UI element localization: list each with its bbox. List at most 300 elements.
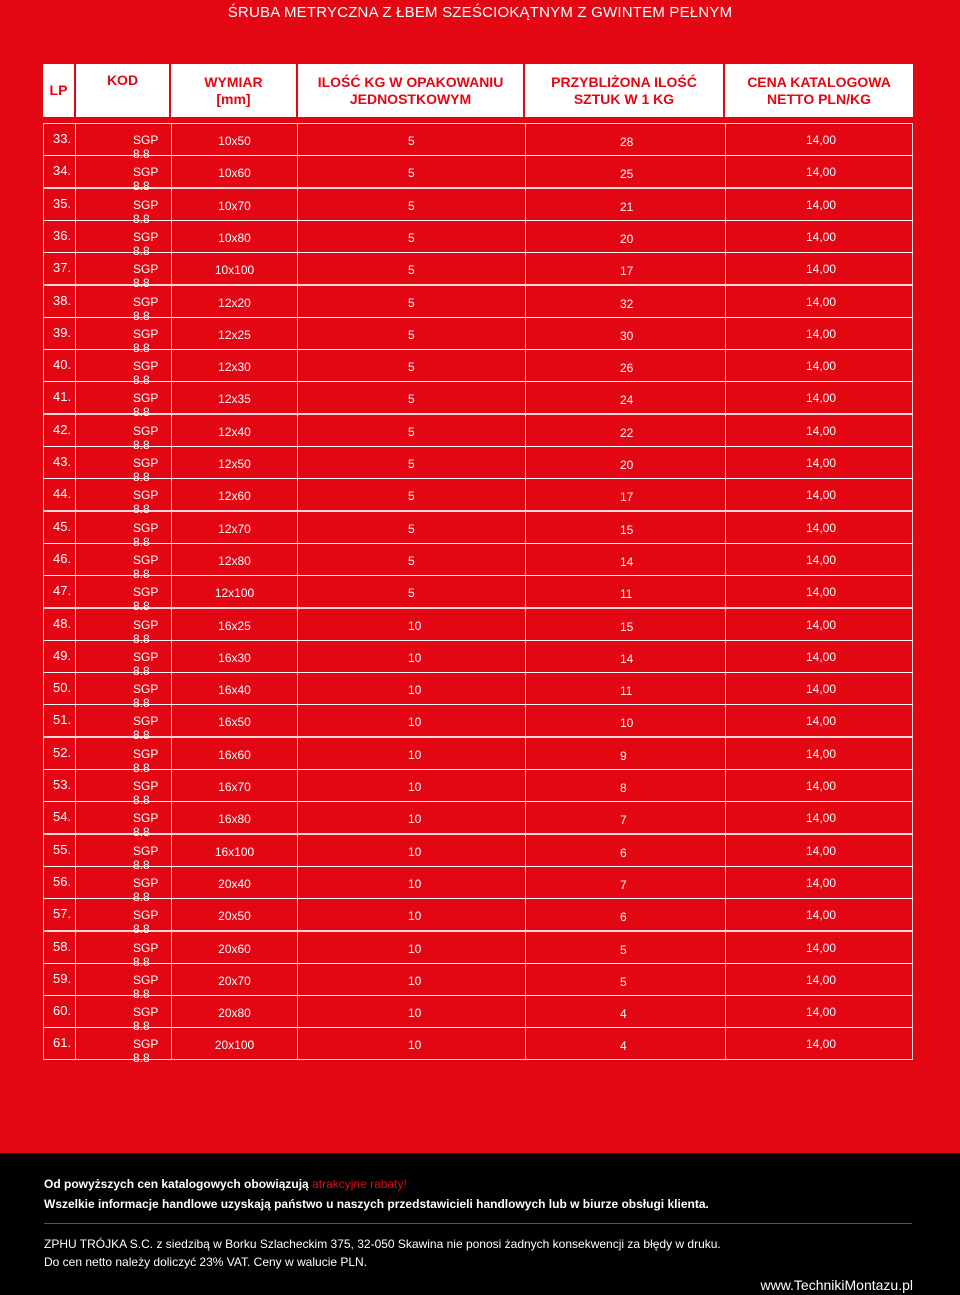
sztuk-text: 11 — [620, 587, 633, 602]
wymiar-text: 10x50 — [218, 134, 251, 148]
sztuk-text: 26 — [620, 361, 634, 376]
table-row — [43, 414, 913, 452]
cell-kod — [76, 673, 172, 711]
cell-sztuk — [526, 705, 726, 736]
cell-kod — [76, 932, 172, 969]
cena-text: 14,00 — [806, 1037, 837, 1052]
lp-text: 33. — [53, 131, 72, 146]
wymiar-text: 16x60 — [218, 747, 251, 762]
kod-text: SGP 8.8 — [133, 197, 159, 226]
cell-wymiar — [172, 286, 298, 317]
cell-sztuk — [526, 899, 726, 930]
cell-ilosc — [298, 932, 526, 963]
kod-text: SGP 8.8 — [133, 552, 159, 581]
ilosc-text: 10 — [408, 844, 422, 859]
cell-cena — [726, 641, 912, 672]
sztuk-text: 28 — [620, 135, 634, 149]
cell-sztuk — [526, 479, 726, 510]
cell-cena — [726, 867, 912, 898]
lp-text: 59. — [53, 970, 72, 986]
kod-text: SGP 8.8 — [133, 488, 159, 517]
cell-kod — [76, 770, 172, 807]
cell-wymiar — [172, 770, 298, 801]
cell-sztuk — [526, 286, 726, 317]
sztuk-text: 24 — [620, 393, 634, 408]
table-row — [43, 220, 913, 258]
ilosc-text: 10 — [408, 973, 422, 988]
cell-lp — [44, 802, 76, 833]
kod-text: SGP 8.8 — [133, 520, 159, 549]
ilosc-text: 10 — [408, 1006, 422, 1021]
cell-ilosc — [298, 124, 526, 155]
cell-ilosc — [298, 770, 526, 801]
table-row — [43, 898, 913, 937]
cena-text: 14,00 — [806, 585, 837, 600]
cell-cena — [726, 899, 912, 930]
kod-text: SGP 8.8 — [133, 779, 159, 807]
cell-ilosc — [298, 867, 526, 898]
cell-ilosc — [298, 318, 526, 349]
cena-text: 14,00 — [806, 423, 837, 438]
kod-text: SGP 8.8 — [133, 940, 159, 969]
sztuk-text: 17 — [620, 490, 634, 505]
kod-text: SGP 8.8 — [133, 972, 159, 1001]
sztuk-text: 25 — [620, 167, 634, 182]
cell-lp — [44, 124, 76, 155]
lp-text: 49. — [53, 647, 72, 663]
discount-note — [44, 1177, 407, 1191]
sztuk-text: 32 — [620, 296, 634, 311]
cell-lp — [44, 770, 76, 801]
cell-sztuk — [526, 964, 726, 995]
cell-kod — [76, 996, 172, 1034]
cell-wymiar — [172, 156, 298, 187]
sztuk-text: 15 — [620, 522, 634, 537]
cell-lp — [44, 835, 76, 866]
cell-ilosc — [298, 964, 526, 995]
cell-sztuk — [526, 382, 726, 413]
cell-kod — [76, 802, 172, 840]
cena-text: 14,00 — [806, 488, 837, 503]
cell-ilosc — [298, 576, 526, 607]
ilosc-text: 5 — [408, 457, 415, 471]
wymiar-text: 12x100 — [214, 586, 255, 601]
cell-wymiar — [172, 544, 298, 575]
cell-sztuk — [526, 544, 726, 575]
ilosc-text: 10 — [408, 812, 422, 827]
cell-lp — [44, 705, 76, 736]
table-row — [43, 252, 913, 291]
cell-wymiar — [172, 124, 298, 155]
header-lp: LP — [43, 64, 74, 117]
wymiar-text: 16x25 — [218, 618, 251, 633]
wymiar-text: 12x25 — [218, 327, 251, 342]
wymiar-text: 16x100 — [214, 844, 255, 859]
sztuk-text: 22 — [620, 425, 634, 440]
cena-text: 14,00 — [806, 779, 837, 793]
ilosc-text: 10 — [408, 683, 422, 698]
cell-lp — [44, 318, 76, 349]
kod-text: SGP 8.8 — [133, 456, 159, 484]
cell-cena — [726, 318, 912, 349]
sztuk-text: 6 — [620, 910, 627, 925]
cell-wymiar — [172, 705, 298, 736]
cena-text: 14,00 — [806, 359, 837, 374]
cell-lp — [44, 641, 76, 672]
cell-lp — [44, 350, 76, 381]
vat-note: Do cen netto należy doliczyć 23% VAT. Ceny w walucie PLN. — [44, 1255, 368, 1269]
sztuk-text: 11 — [620, 684, 633, 699]
ilosc-text: 10 — [408, 1038, 422, 1053]
sztuk-text: 5 — [620, 974, 627, 989]
table-row — [43, 801, 913, 840]
cell-ilosc — [298, 189, 526, 220]
cell-lp — [44, 221, 76, 252]
table-row — [43, 704, 913, 743]
lp-text: 51. — [53, 712, 72, 728]
cell-sztuk — [526, 253, 726, 284]
kod-text: SGP 8.8 — [133, 359, 159, 388]
cell-sztuk — [526, 770, 726, 801]
cell-kod — [76, 738, 172, 775]
cell-lp — [44, 609, 76, 640]
wymiar-text: 12x70 — [218, 521, 251, 536]
cell-kod — [76, 705, 172, 743]
cell-ilosc — [298, 1028, 526, 1059]
cena-text: 14,00 — [806, 940, 837, 955]
cell-sztuk — [526, 318, 726, 349]
header-sztuk: PRZYBLIŻONA ILOŚĆ SZTUK W 1 KG — [525, 64, 723, 117]
cell-kod — [76, 512, 172, 549]
sztuk-text: 15 — [620, 619, 634, 634]
table-row — [43, 866, 913, 904]
cena-text: 14,00 — [806, 972, 837, 987]
cena-text: 14,00 — [806, 1005, 837, 1020]
cell-lp — [44, 738, 76, 769]
lp-text: 55. — [53, 841, 72, 857]
kod-text: SGP 8.8 — [133, 811, 159, 840]
table-row — [43, 963, 913, 1001]
cell-cena — [726, 221, 912, 252]
cell-wymiar — [172, 1028, 298, 1059]
ilosc-text: 10 — [408, 876, 422, 891]
cell-wymiar — [172, 221, 298, 252]
kod-text: SGP 8.8 — [133, 714, 159, 743]
cell-ilosc — [298, 641, 526, 672]
cena-text: 14,00 — [806, 875, 837, 890]
table-row — [43, 931, 913, 969]
ilosc-text: 5 — [408, 521, 415, 536]
table-row — [43, 1027, 913, 1066]
cena-text: 14,00 — [806, 456, 837, 470]
sztuk-text: 7 — [620, 813, 627, 828]
cena-text: 14,00 — [806, 811, 837, 826]
lp-text: 48. — [53, 615, 72, 631]
wymiar-text: 12x50 — [218, 457, 251, 471]
table-row — [43, 188, 913, 226]
table-row — [43, 155, 913, 194]
cena-text: 14,00 — [806, 520, 837, 535]
page-title: ŚRUBA METRYCZNA Z ŁBEM SZEŚCIOKĄTNYM Z GWINTEM PEŁNYM — [227, 4, 733, 21]
wymiar-text: 20x60 — [218, 941, 251, 956]
table-row — [43, 608, 913, 646]
cell-kod — [76, 318, 172, 355]
cell-cena — [726, 609, 912, 640]
cell-lp — [44, 512, 76, 543]
cena-text: 14,00 — [806, 197, 837, 212]
cell-lp — [44, 996, 76, 1027]
cell-cena — [726, 253, 912, 284]
kod-text: SGP 8.8 — [133, 423, 159, 452]
cell-kod — [76, 867, 172, 904]
sztuk-text: 4 — [620, 1007, 627, 1022]
cell-kod — [76, 576, 172, 614]
cell-cena — [726, 512, 912, 543]
wymiar-text: 16x50 — [218, 715, 251, 730]
cell-ilosc — [298, 996, 526, 1027]
kod-text: SGP 8.8 — [133, 326, 159, 355]
cell-lp — [44, 189, 76, 220]
sztuk-text: 5 — [620, 942, 627, 957]
sztuk-text: 17 — [620, 264, 634, 279]
cell-cena — [726, 286, 912, 317]
cell-ilosc — [298, 673, 526, 704]
website-link[interactable]: www.TechnikiMontazu.pl — [760, 1277, 913, 1293]
ilosc-text: 5 — [408, 166, 415, 181]
cell-ilosc — [298, 253, 526, 284]
cell-lp — [44, 576, 76, 607]
cell-cena — [726, 932, 912, 963]
wymiar-text: 20x70 — [218, 973, 251, 988]
sztuk-text: 4 — [620, 1039, 627, 1054]
kod-text: SGP 8.8 — [133, 649, 159, 678]
cell-wymiar — [172, 350, 298, 381]
cell-kod — [76, 835, 172, 872]
cell-kod — [76, 544, 172, 581]
cell-sztuk — [526, 802, 726, 833]
table-row — [43, 317, 913, 355]
lp-text: 35. — [53, 195, 72, 211]
cell-cena — [726, 415, 912, 446]
ilosc-text: 5 — [408, 360, 415, 375]
header-cena: CENA KATALOGOWA NETTO PLN/KG — [725, 64, 913, 117]
cell-sztuk — [526, 221, 726, 252]
cena-text: 14,00 — [806, 746, 837, 761]
wymiar-text: 16x30 — [218, 650, 251, 665]
cell-lp — [44, 867, 76, 898]
cena-text: 14,00 — [806, 133, 837, 147]
cell-kod — [76, 382, 172, 420]
cell-sztuk — [526, 447, 726, 478]
cell-wymiar — [172, 673, 298, 704]
cell-wymiar — [172, 479, 298, 510]
cell-wymiar — [172, 932, 298, 963]
cell-kod — [76, 964, 172, 1001]
cell-lp — [44, 253, 76, 284]
cell-wymiar — [172, 609, 298, 640]
cena-text: 14,00 — [806, 682, 837, 697]
cell-cena — [726, 350, 912, 381]
cell-ilosc — [298, 156, 526, 187]
sztuk-text: 8 — [620, 781, 627, 795]
cell-cena — [726, 1028, 912, 1059]
cell-ilosc — [298, 738, 526, 769]
ilosc-text: 5 — [408, 489, 415, 504]
sztuk-text: 20 — [620, 458, 634, 472]
header-ilosc: ILOŚĆ KG W OPAKOWANIU JEDNOSTKOWYM — [298, 64, 523, 117]
cell-kod — [76, 479, 172, 517]
lp-text: 54. — [53, 809, 72, 825]
cell-sztuk — [526, 641, 726, 672]
cell-cena — [726, 770, 912, 801]
lp-text: 46. — [53, 550, 72, 566]
cell-lp — [44, 1028, 76, 1059]
lp-text: 42. — [53, 421, 72, 437]
cell-lp — [44, 479, 76, 510]
cell-lp — [44, 156, 76, 187]
table-row — [43, 123, 913, 161]
cell-cena — [726, 996, 912, 1027]
ilosc-text: 5 — [408, 134, 415, 148]
sztuk-text: 9 — [620, 748, 627, 763]
cell-kod — [76, 899, 172, 937]
cell-cena — [726, 479, 912, 510]
cena-text: 14,00 — [806, 617, 837, 632]
wymiar-text: 10x70 — [218, 198, 251, 213]
table-row — [43, 543, 913, 581]
cell-ilosc — [298, 835, 526, 866]
kod-text: SGP 8.8 — [133, 682, 159, 711]
cena-text: 14,00 — [806, 908, 837, 923]
table-row — [43, 834, 913, 872]
cell-ilosc — [298, 705, 526, 736]
header-kod: KOD — [76, 64, 169, 117]
cell-sztuk — [526, 415, 726, 446]
kod-text: SGP 8.8 — [133, 908, 159, 937]
sztuk-text: 14 — [620, 554, 634, 569]
table-row — [43, 446, 913, 484]
lp-text: 60. — [53, 1003, 72, 1019]
wymiar-text: 10x60 — [218, 166, 251, 181]
lp-text: 39. — [53, 324, 72, 340]
kod-text: SGP 8.8 — [133, 391, 159, 420]
lp-text: 45. — [53, 518, 72, 534]
cell-ilosc — [298, 221, 526, 252]
cell-kod — [76, 253, 172, 291]
kod-text: SGP 8.8 — [133, 585, 159, 614]
cell-sztuk — [526, 156, 726, 187]
ilosc-text: 5 — [408, 198, 415, 213]
cell-lp — [44, 286, 76, 317]
sztuk-text: 10 — [620, 716, 634, 731]
cena-text: 14,00 — [806, 843, 837, 858]
cell-cena — [726, 447, 912, 478]
cell-ilosc — [298, 479, 526, 510]
lp-text: 58. — [53, 938, 72, 954]
cena-text: 14,00 — [806, 649, 837, 664]
cell-ilosc — [298, 512, 526, 543]
cell-cena — [726, 673, 912, 704]
ilosc-text: 10 — [408, 715, 422, 730]
ilosc-text: 10 — [408, 941, 422, 956]
ilosc-text: 5 — [408, 295, 415, 310]
cell-wymiar — [172, 415, 298, 446]
cell-ilosc — [298, 286, 526, 317]
sztuk-text: 21 — [620, 199, 634, 214]
ilosc-text: 5 — [408, 263, 415, 278]
cell-wymiar — [172, 512, 298, 543]
cell-wymiar — [172, 964, 298, 995]
lp-text: 52. — [53, 744, 72, 760]
cell-sztuk — [526, 738, 726, 769]
kod-text: SGP 8.8 — [133, 165, 159, 194]
lp-text: 50. — [53, 680, 72, 696]
cell-lp — [44, 964, 76, 995]
ilosc-text: 10 — [408, 650, 422, 665]
cena-text: 14,00 — [806, 714, 837, 729]
table-row — [43, 575, 913, 614]
wymiar-text: 12x35 — [218, 392, 251, 407]
lp-text: 56. — [53, 873, 72, 889]
ilosc-text: 5 — [408, 392, 415, 407]
lp-text: 36. — [53, 227, 72, 243]
lp-text: 44. — [53, 486, 72, 502]
lp-text: 40. — [53, 357, 72, 373]
kod-text: SGP 8.8 — [133, 843, 159, 872]
discount-note-text: Od powyższych cen katalogowych obowiązują — [44, 1177, 313, 1191]
lp-text: 47. — [53, 583, 72, 599]
ilosc-text: 10 — [408, 747, 422, 762]
table-row — [43, 737, 913, 775]
cell-wymiar — [172, 318, 298, 349]
kod-text: SGP 8.8 — [133, 617, 159, 646]
kod-text: SGP 8.8 — [133, 262, 159, 291]
cell-cena — [726, 189, 912, 220]
wymiar-text: 20x50 — [218, 909, 251, 924]
cell-ilosc — [298, 415, 526, 446]
table-row — [43, 672, 913, 711]
lp-text: 41. — [53, 389, 72, 405]
wymiar-text: 10x100 — [214, 263, 255, 278]
ilosc-text: 10 — [408, 780, 422, 794]
table-row — [43, 349, 913, 388]
ilosc-text: 5 — [408, 553, 415, 568]
wymiar-text: 12x30 — [218, 360, 251, 375]
cell-kod — [76, 350, 172, 388]
cell-sztuk — [526, 1028, 726, 1059]
cell-kod — [76, 415, 172, 452]
cell-sztuk — [526, 867, 726, 898]
cell-ilosc — [298, 544, 526, 575]
cell-lp — [44, 899, 76, 930]
cell-kod — [76, 156, 172, 194]
cell-lp — [44, 673, 76, 704]
cell-wymiar — [172, 576, 298, 607]
cell-kod — [76, 286, 172, 323]
cell-kod — [76, 221, 172, 258]
cell-sztuk — [526, 673, 726, 704]
table-row — [43, 285, 913, 323]
cell-sztuk — [526, 576, 726, 607]
table-row — [43, 381, 913, 420]
lp-text: 37. — [53, 260, 72, 276]
footer — [0, 1153, 960, 1295]
cell-cena — [726, 382, 912, 413]
sztuk-text: 14 — [620, 651, 634, 666]
ilosc-text: 5 — [408, 586, 415, 601]
sztuk-text: 6 — [620, 845, 627, 860]
ilosc-text: 5 — [408, 230, 415, 245]
